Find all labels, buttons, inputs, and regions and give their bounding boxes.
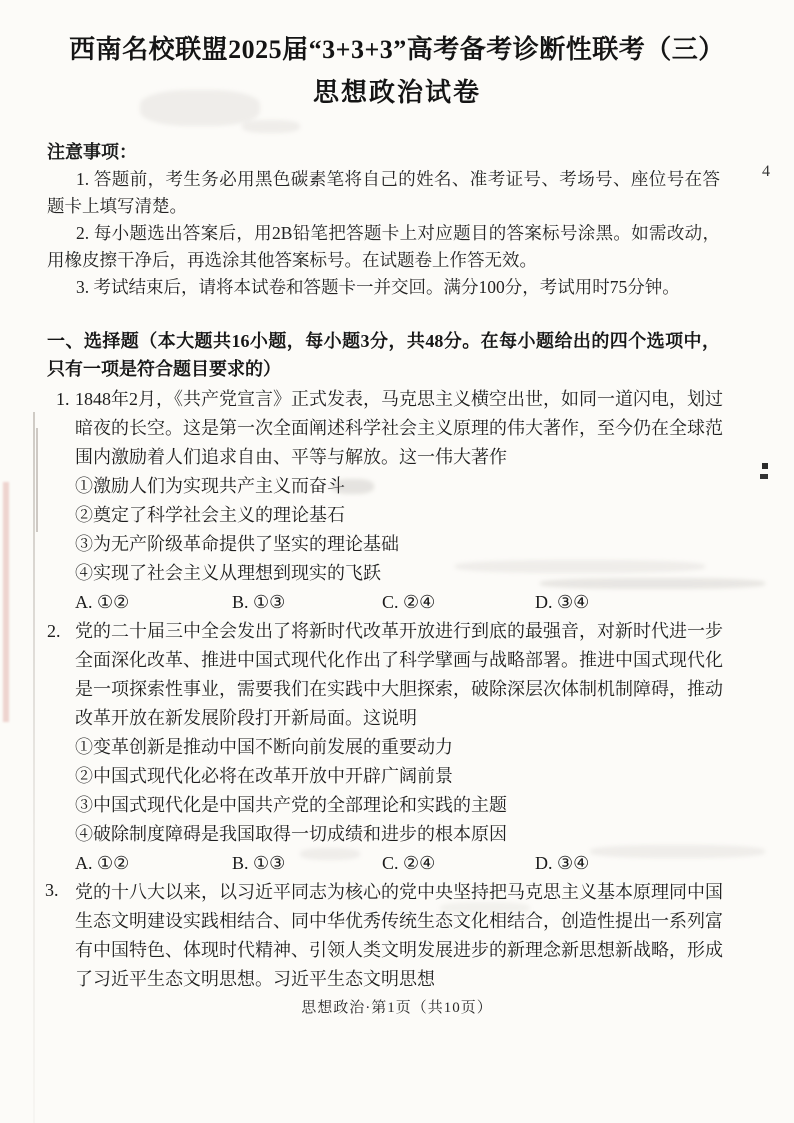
- choice-option-c: C. ②④: [382, 853, 436, 873]
- scan-smudge: [332, 479, 374, 494]
- choice-option-a: A. ①②: [75, 853, 130, 873]
- choice-option-d: D. ③④: [535, 592, 590, 612]
- notice-item-3: 3. 考试结束后，请将本试卷和答题卡一并交回。满分100分，考试用时75分钟。: [76, 277, 680, 297]
- choice-option-b: B. ①③: [232, 853, 286, 873]
- statement-line: ①激励人们为实现共产主义而奋斗: [75, 476, 345, 496]
- choice-option-a: A. ①②: [75, 592, 130, 612]
- notice-section: [47, 139, 720, 301]
- scan-edge-mark: [760, 474, 768, 479]
- notice-item-2: 2. 每小题选出答案后，用2B铅笔把答题卡上对应题目的答案标号涂黑。如需改动，用橡皮擦干净后，再选涂其他答案标号。在试题卷上作答无效。: [47, 223, 720, 270]
- scan-edge-line: [33, 412, 35, 1123]
- statement-line: ④破除制度障碍是我国取得一切成绩和进步的根本原因: [75, 824, 507, 844]
- scan-smudge: [540, 578, 765, 589]
- question-block-2: [47, 617, 723, 878]
- choice-option-c: C. ②④: [382, 592, 436, 612]
- scan-smudge: [242, 120, 300, 133]
- scan-smudge: [140, 90, 260, 126]
- statement-line: ④实现了社会主义从理想到现实的飞跃: [75, 563, 381, 583]
- statement-line: ②中国式现代化必将在改革开放中开辟广阔前景: [75, 766, 453, 786]
- scan-smudge: [455, 560, 705, 573]
- page-footer: 思想政治·第1页（共10页）: [301, 1000, 493, 1016]
- statement-line: ①变革创新是推动中国不断向前发展的重要动力: [75, 737, 453, 757]
- scan-edge-notch: [36, 428, 38, 532]
- question-stem: 党的二十届三中全会发出了将新时代改革开放进行到底的最强音，对新时代进一步全面深化改革、推进中国式现代化作出了科学擘画与战略部署。推进中国式现代化是一项探索性事业，需要我们在实践中大胆探索，破除深层次体制机制障碍，推动改革开放在新发展阶段打开新局面。这说明: [75, 621, 723, 728]
- scan-smudge: [590, 845, 765, 858]
- section-heading: 一、选择题（本大题共16小题，每小题3分，共48分。在每小题给出的四个选项中，只有一项是符合题目要求的）: [47, 331, 720, 379]
- question-stem: 党的十八大以来，以习近平同志为核心的党中央坚持把马克思主义基本原理同中国生态文明建设实践相结合、同中华优秀传统生态文化相结合，创造性提出一系列富有中国特色、体现时代精神、引领人类文明发展进步的新理念新思想新战略，形成了习近平生态文明思想。习近平生态文明思想: [75, 882, 723, 989]
- title-block: [0, 0, 794, 110]
- exam-subtitle: 思想政治试卷: [312, 78, 481, 107]
- question-number: 1.: [56, 389, 70, 409]
- scan-edge-mark: [762, 463, 768, 469]
- notice-item-1: 1. 答题前，考生务必用黑色碳素笔将自己的姓名、准考证号、考场号、座位号在答题卡上填写清楚。: [47, 169, 720, 216]
- notice-heading: 注意事项：: [47, 142, 137, 162]
- question-list: [45, 385, 723, 994]
- statement-line: ③中国式现代化是中国共产党的全部理论和实践的主题: [75, 795, 507, 815]
- question-block-3: [45, 878, 723, 994]
- scan-smudge: [300, 848, 360, 860]
- margin-page-marker: 4: [762, 163, 770, 180]
- choice-option-d: D. ③④: [535, 853, 590, 873]
- question-number: 3.: [45, 880, 59, 900]
- scan-smudge: [440, 902, 530, 914]
- choice-option-b: B. ①③: [232, 592, 286, 612]
- scan-edge-pink-streak: [3, 482, 9, 722]
- question-stem: 1848年2月，《共产党宣言》正式发表，马克思主义横空出世，如同一道闪电，划过暗夜的长空。这是第一次全面阐述科学社会主义原理的伟大著作，至今仍在全球范围内激励着人们追求自由、平等与解放。这一伟大著作: [75, 389, 723, 467]
- statement-line: ③为无产阶级革命提供了坚实的理论基础: [75, 534, 399, 554]
- exam-title: 西南名校联盟2025届“3+3+3”高考备考诊断性联考（三）: [69, 35, 725, 64]
- statement-line: ②奠定了科学社会主义的理论基石: [75, 505, 345, 525]
- question-number: 2.: [47, 621, 61, 641]
- choices-row: [75, 588, 720, 617]
